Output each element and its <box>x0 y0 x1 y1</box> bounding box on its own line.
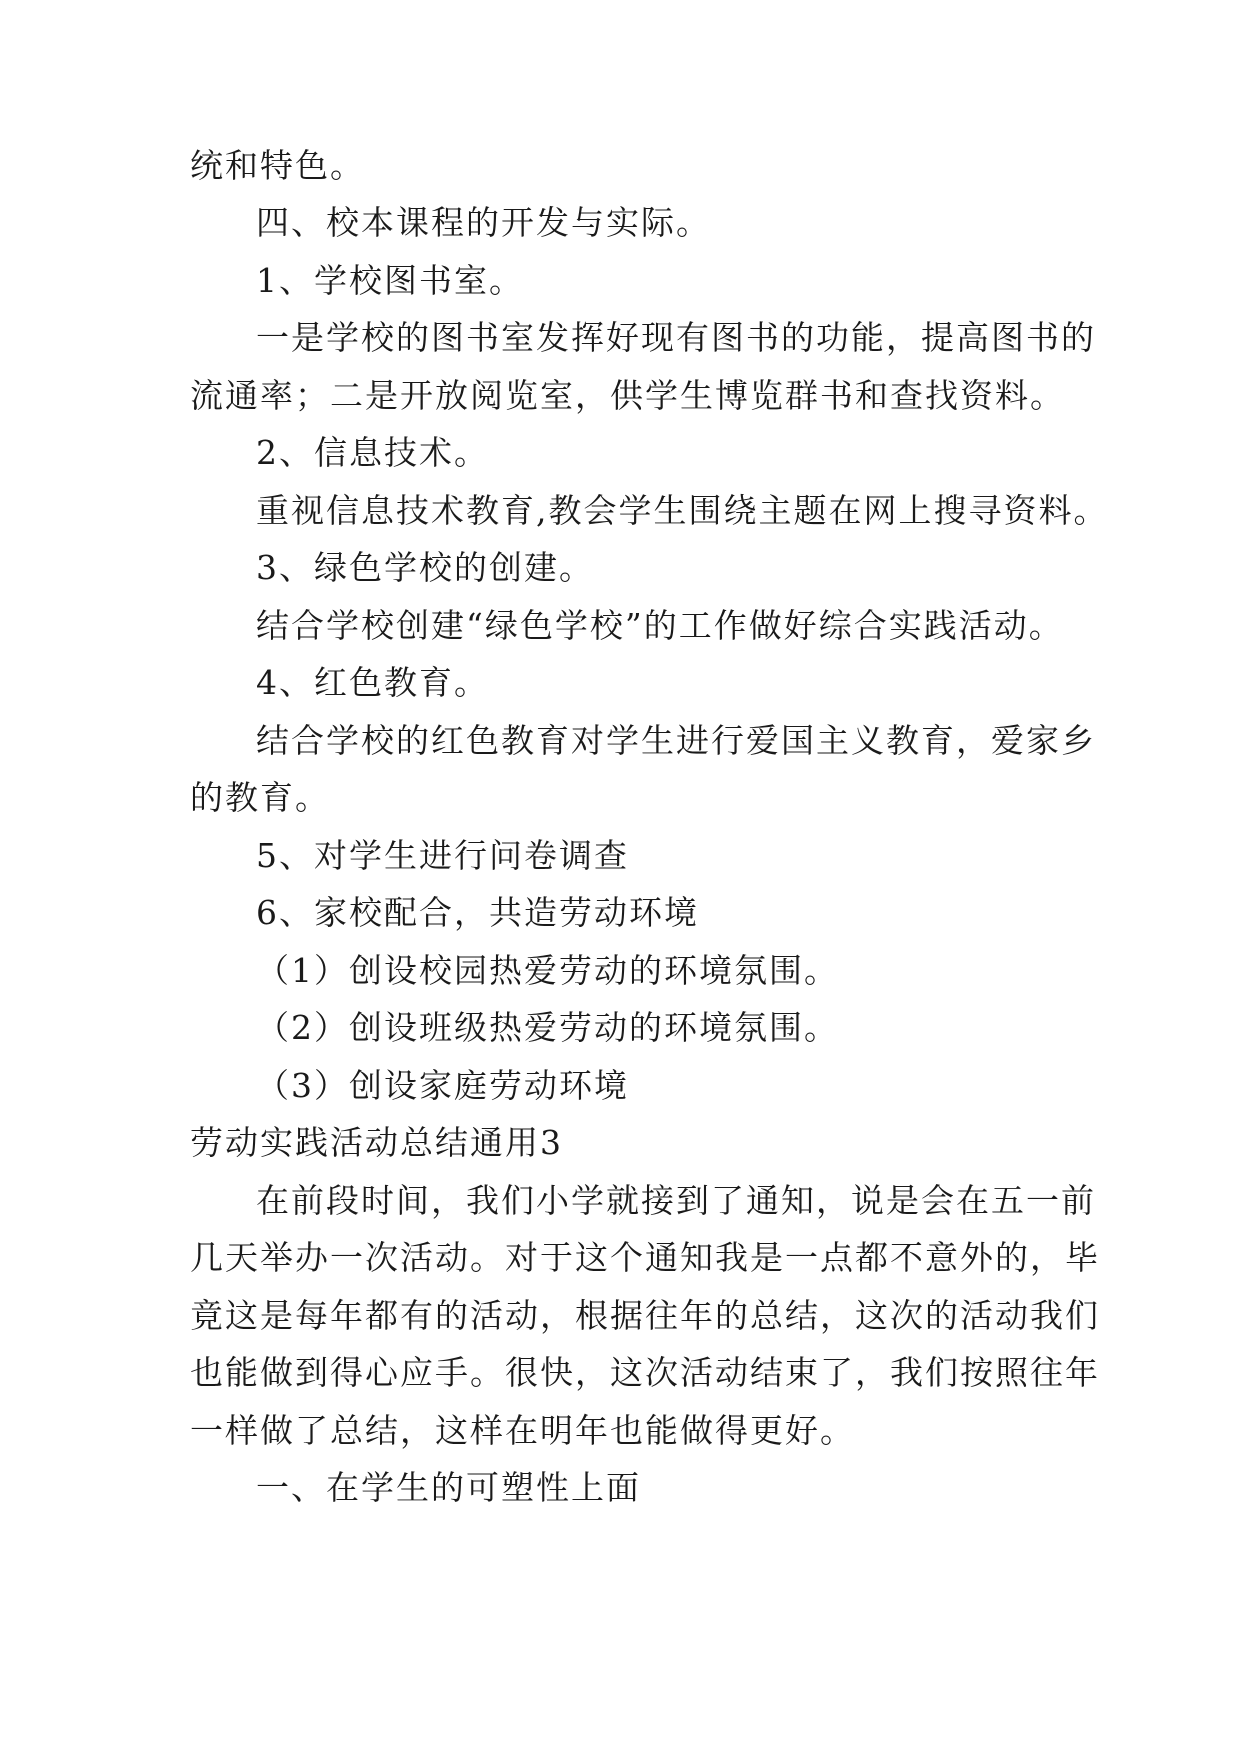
paragraph-line: 一样做了总结，这样在明年也能做得更好。 <box>190 1411 855 1450</box>
list-item-heading: 2、信息技术。 <box>256 433 489 472</box>
list-item-heading: 1、学校图书室。 <box>256 261 524 300</box>
paragraph-line: 也能做到得心应手。很快，这次活动结束了，我们按照往年 <box>190 1353 1100 1392</box>
paragraph-line: 流通率；二是开放阅览室，供学生博览群书和查找资料。 <box>190 376 1065 415</box>
paragraph-line: 竟这是每年都有的活动，根据往年的总结，这次的活动我们 <box>190 1296 1100 1335</box>
paragraph-line: 统和特色。 <box>190 146 365 185</box>
article-title: 劳动实践活动总结通用3 <box>190 1123 563 1162</box>
paragraph-line: 结合学校创建“绿色学校”的工作做好综合实践活动。 <box>256 606 1064 645</box>
list-item-heading: 3、绿色学校的创建。 <box>256 548 594 587</box>
paragraph-line: 重视信息技术教育,教会学生围绕主题在网上搜寻资料。 <box>256 491 1109 530</box>
list-item-heading: 4、红色教育。 <box>256 663 489 702</box>
section-heading: 四、校本课程的开发与实际。 <box>256 203 711 242</box>
paragraph-line: 几天举办一次活动。对于这个通知我是一点都不意外的，毕 <box>190 1238 1100 1277</box>
section-heading: 一、在学生的可塑性上面 <box>256 1468 641 1507</box>
list-item-heading: 5、对学生进行问卷调查 <box>256 836 629 875</box>
sub-list-item: （2）创设班级热爱劳动的环境氛围。 <box>256 1008 839 1047</box>
sub-list-item: （3）创设家庭劳动环境 <box>256 1066 629 1105</box>
paragraph-line: 一是学校的图书室发挥好现有图书的功能，提高图书的 <box>256 318 1096 357</box>
paragraph-line: 的教育。 <box>190 778 330 817</box>
sub-list-item: （1）创设校园热爱劳动的环境氛围。 <box>256 951 839 990</box>
paragraph-line: 在前段时间，我们小学就接到了通知，说是会在五一前 <box>256 1181 1096 1220</box>
list-item-heading: 6、家校配合，共造劳动环境 <box>256 893 699 932</box>
paragraph-line: 结合学校的红色教育对学生进行爱国主义教育，爱家乡 <box>256 721 1096 760</box>
